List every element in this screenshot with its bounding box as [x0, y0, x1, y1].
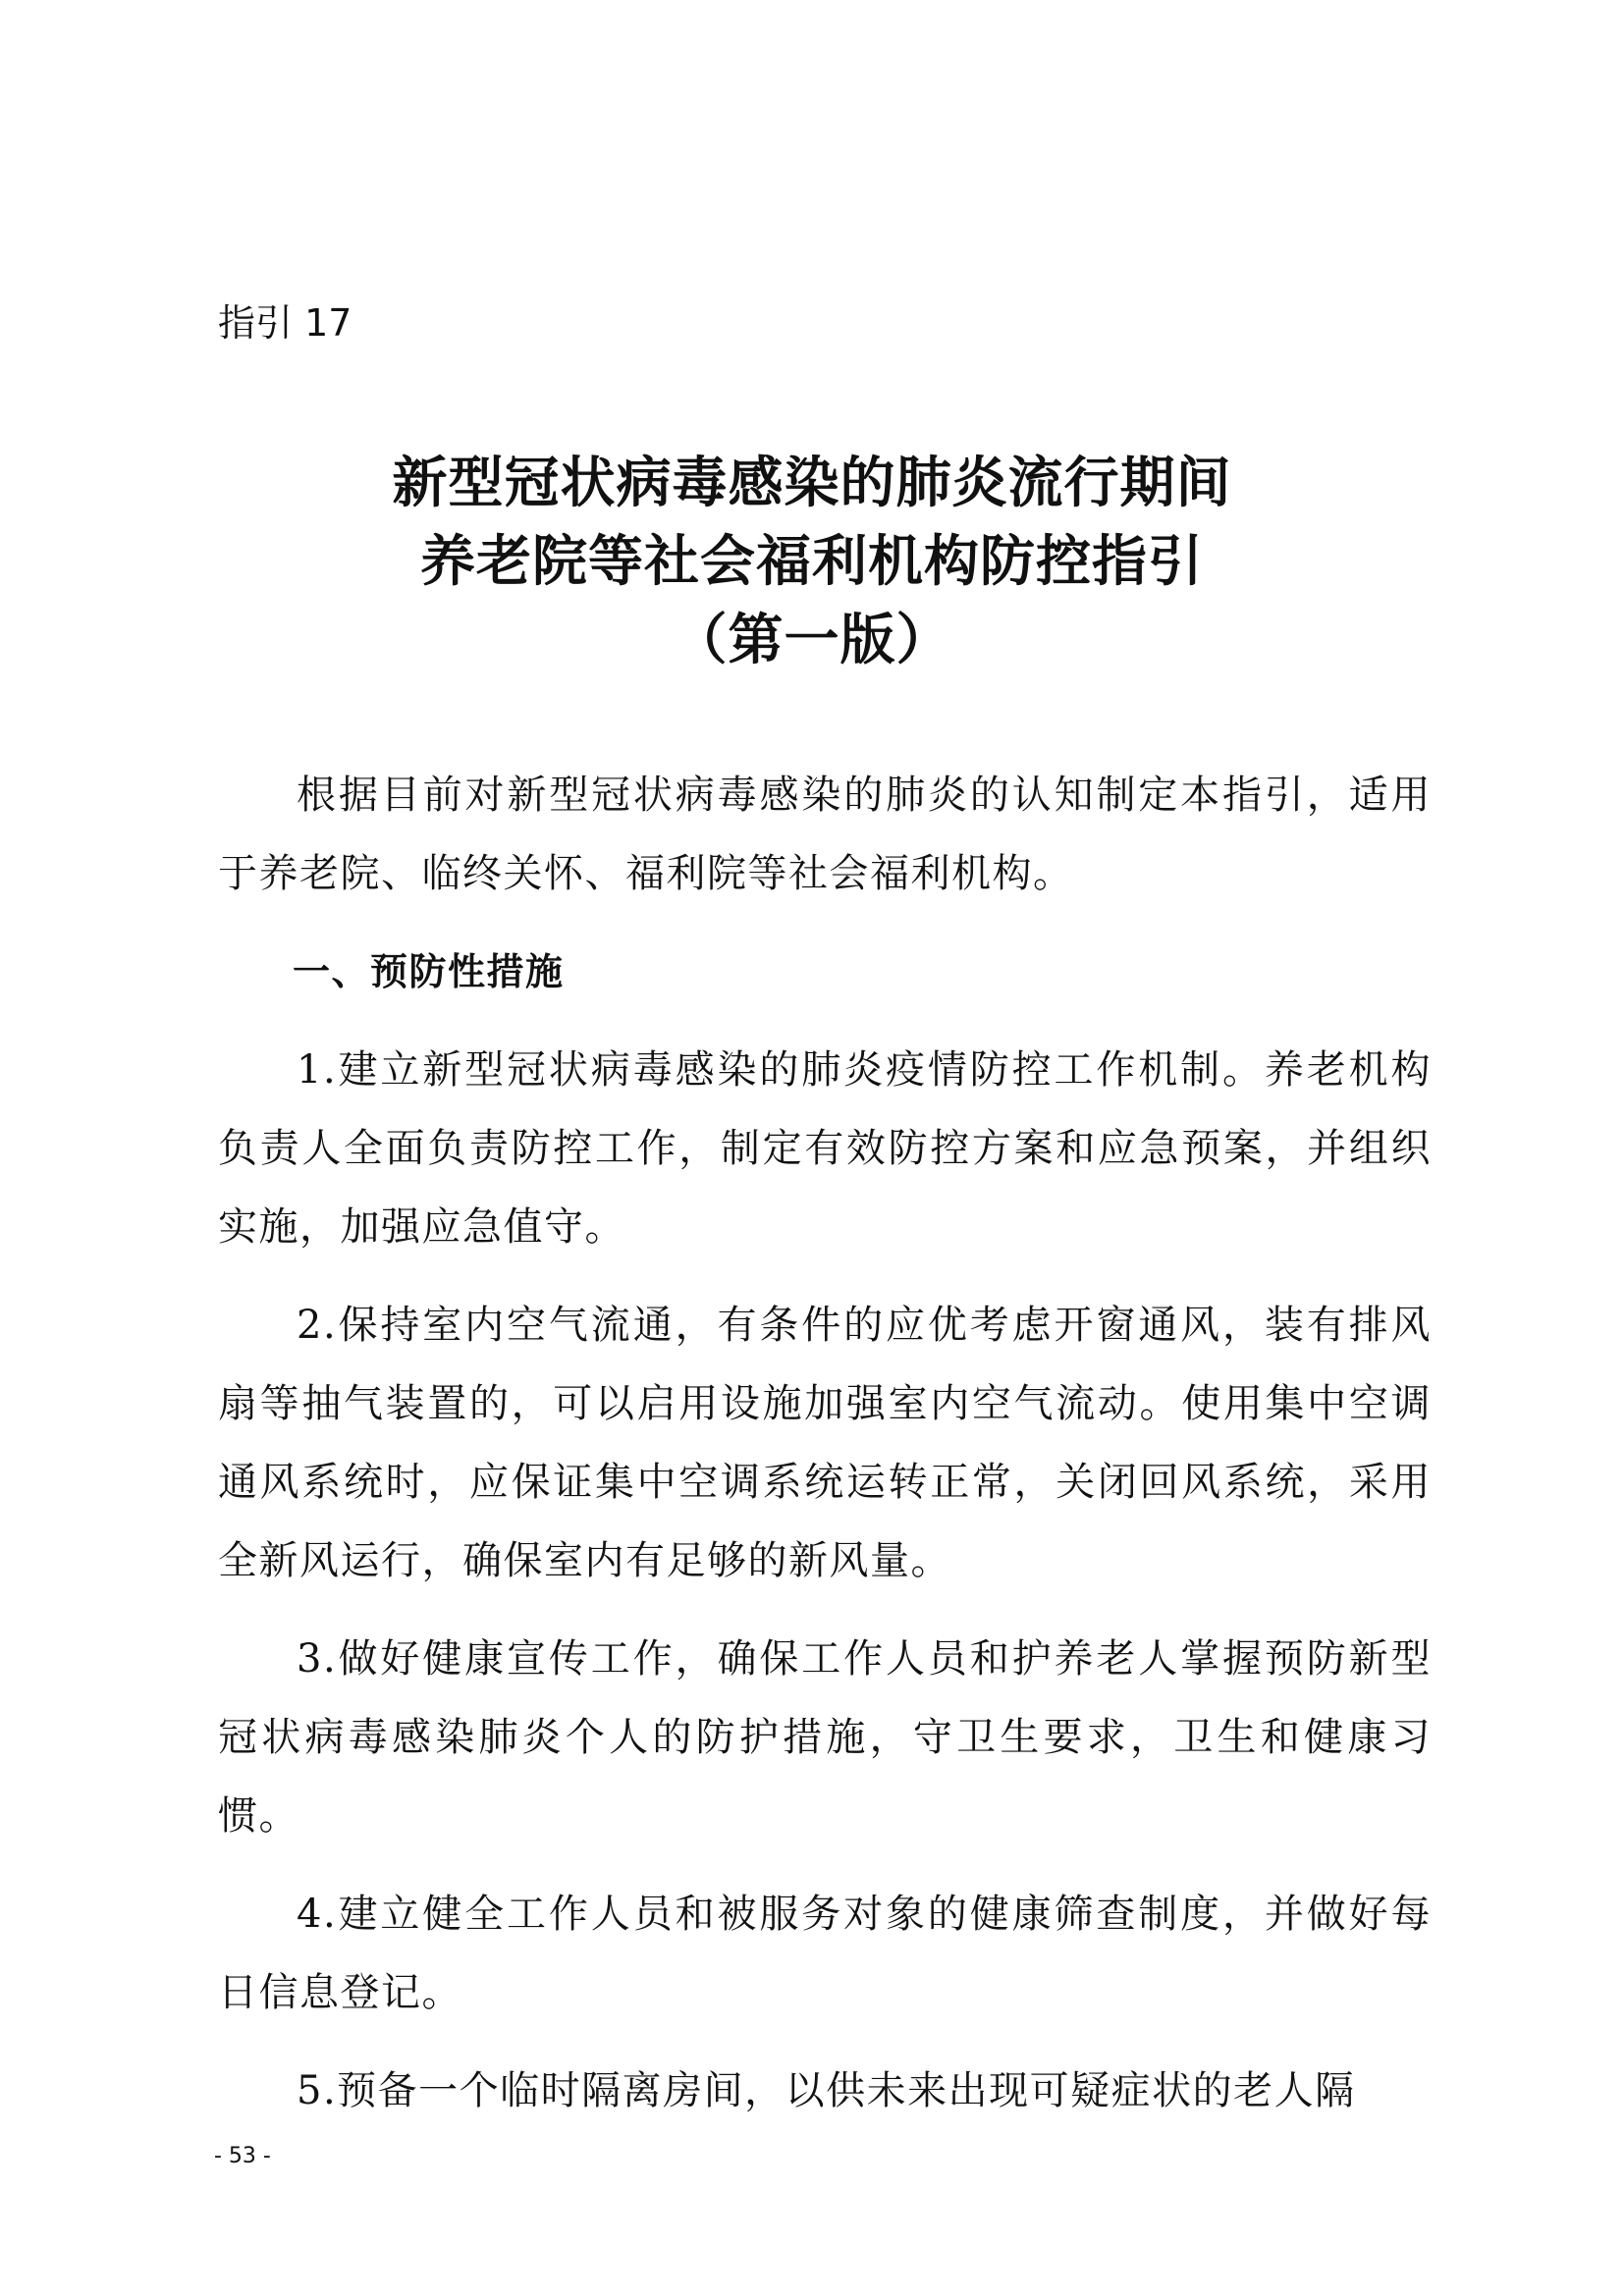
list-item-3: 3.做好健康宣传工作，确保工作人员和护养老人掌握预防新型冠状病毒感染肺炎个人的防护措施，守卫生要求，卫生和健康习惯。 [218, 1636, 1432, 1839]
page-number: - 53 - [214, 2144, 271, 2168]
section-heading-preventive-measures: 一、预防性措施 [293, 950, 565, 993]
intro-paragraph: 根据目前对新型冠状病毒感染的肺炎的认知制定本指引，适用于养老院、临终关怀、福利院等社会福利机构。 [218, 773, 1432, 896]
document-title [0, 444, 1624, 679]
list-item-4: 4.建立健全工作人员和被服务对象的健康筛查制度，并做好每日信息登记。 [218, 1892, 1432, 2015]
guideline-label: 指引 17 [218, 301, 352, 345]
title-line-1: 新型冠状病毒感染的肺炎流行期间 [392, 451, 1232, 515]
document-body [218, 756, 1432, 2150]
list-item-5: 5.预备一个临时隔离房间，以供未来出现可疑症状的老人隔 [297, 2068, 1356, 2113]
title-line-2: 养老院等社会福利机构防控指引 [420, 529, 1204, 594]
list-item-2: 2.保持室内空气流通，有条件的应优考虑开窗通风，装有排风扇等抽气装置的，可以启用设施加强室内空气流动。使用集中空调通风系统时，应保证集中空调系统运转正常，关闭回风系统，采用全新风运行，确保室内有足够的新风量。 [218, 1303, 1432, 1583]
title-line-3: （第一版） [672, 608, 952, 672]
list-item-1: 1.建立新型冠状病毒感染的肺炎疫情防控工作机制。养老机构负责人全面负责防控工作，制定有效防控方案和应急预案，并组织实施，加强应急值守。 [218, 1047, 1432, 1250]
